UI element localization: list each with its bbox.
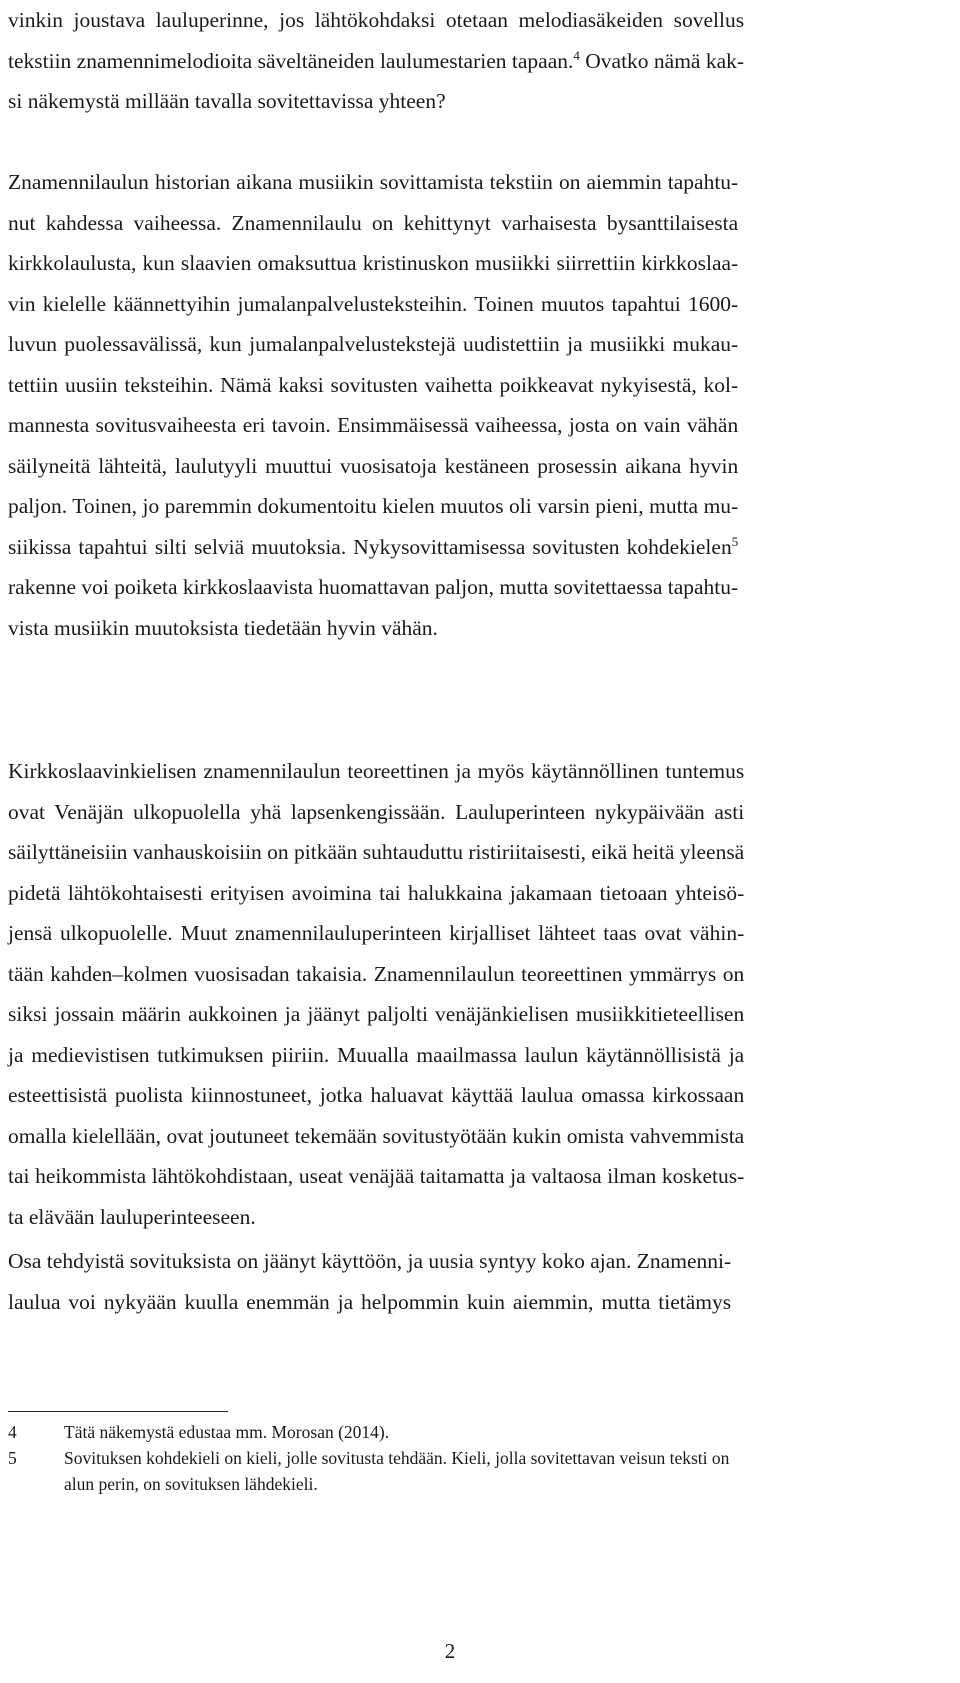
- text-line: vinkin joustava lauluperinne, jos lähtökohdaksi otetaan melodiasäkeiden sovellus: [8, 8, 745, 32]
- text-line: ja medievistisen tutkimuksen piiriin. Muualla maailmassa laulun käytännöllisistä ja: [8, 1042, 745, 1067]
- text-line: nut kahdessa vaiheessa. Znamennilaulu on kehittynyt varhaisesta bysanttilaisesta: [8, 210, 739, 235]
- text-line: vin kielelle käännettyihin jumalanpalvelusteksteihin. Toinen muutos tapahtui 1600-: [8, 291, 739, 316]
- text-line: siksi jossain määrin aukkoinen ja jäänyt paljolti venäjänkielisen musiikkitieteellisen: [8, 1002, 745, 1026]
- text-line: esteettisistä puolista kiinnostuneet, jotka haluavat käyttää laulua omassa kirkossaan: [8, 1083, 745, 1107]
- text-line: Znamennilaulun historian aikana musiikin sovittamista tekstiin on aiemmin tapahtu-: [8, 170, 739, 194]
- text-line: tettiin uusiin teksteihin. Nämä kaksi sovitusten vaihetta poikkeavat nykyisestä, kol-: [8, 372, 739, 397]
- page-number: 2: [444, 1639, 456, 1663]
- footnote-ref-4[interactable]: 4: [573, 47, 580, 63]
- footnote-divider: [8, 1411, 228, 1412]
- paragraph-1: [8, 0, 744, 122]
- footnote-number: 5: [8, 1448, 17, 1468]
- paragraph-4: [8, 1241, 731, 1322]
- text-line: tään kahden–kolmen vuosisadan takaisia. Znamennilaulun teoreettinen ymmärrys on: [8, 961, 745, 986]
- text-line: vista musiikin muutoksista tiedetään hyvin vähän.: [8, 615, 438, 640]
- paragraph-2: [8, 162, 738, 648]
- footnote-4: [8, 1419, 892, 1445]
- footnote-line: Tätä näkemystä edustaa mm. Morosan (2014).: [64, 1422, 390, 1442]
- text-segment: tekstiin znamennimelodioita säveltäneiden laulumestarien tapaan.: [8, 48, 574, 73]
- text-line: ovat Venäjän ulkopuolella yhä lapsenkengissään. Lauluperinteen nykypäivään asti: [8, 799, 745, 824]
- text-line: [8, 41, 744, 82]
- text-line: si näkemystä millään tavalla sovitettavissa yhteen?: [8, 89, 446, 113]
- footnote-line: Sovituksen kohdekieli on kieli, jolle sovitusta tehdään. Kieli, jolla sovitettavan veisun teksti on: [64, 1448, 730, 1468]
- text-line: mannesta sovitusvaiheesta eri tavoin. Ensimmäisessä vaiheessa, josta on vain vähän: [8, 413, 739, 437]
- text-line: Osa tehdyistä sovituksista on jäänyt käyttöön, ja uusia syntyy koko ajan. Znamenni-: [8, 1249, 732, 1273]
- footnote-ref-5[interactable]: 5: [731, 533, 739, 549]
- text-line: tai heikommista lähtökohdistaan, useat venäjää taitamatta ja valtaosa ilman kosketus-: [8, 1164, 745, 1188]
- text-line: [8, 527, 738, 568]
- footnote-text: [64, 1419, 892, 1445]
- text-line: laulua voi nykyään kuulla enemmän ja helpommin kuin aiemmin, mutta tietämys: [8, 1289, 732, 1314]
- footnote-5: [8, 1445, 892, 1497]
- text-line: rakenne voi poiketa kirkkoslaavista huomattavan paljon, mutta sovitettaessa tapahtu-: [8, 575, 739, 599]
- text-line: pidetä lähtökohtaisesti erityisen avoimina tai halukkaina jakamaan tietoaan yhteisö-: [8, 880, 745, 905]
- text-segment: Ovatko nämä kak-: [579, 48, 745, 73]
- text-line: paljon. Toinen, jo paremmin dokumentoitu kielen muutos oli varsin pieni, mutta mu-: [8, 494, 739, 518]
- paragraph-3: [8, 751, 744, 1237]
- text-line: jensä ulkopuolelle. Muut znamennilauluperinteen kirjalliset lähteet taas ovat vähin-: [8, 921, 745, 945]
- text-segment: siikissa tapahtui silti selviä muutoksia. Nykysovittamisessa sovitusten kohdekielen: [8, 534, 732, 559]
- text-line: Kirkkoslaavinkielisen znamennilaulun teoreettinen ja myös käytännöllinen tuntemus: [8, 759, 745, 783]
- text-line: säilyneitä lähteitä, laulutyyli muuttui vuosisatoja kestäneen prosessin aikana hyvin: [8, 453, 739, 478]
- footnote-number: 4: [8, 1422, 17, 1442]
- text-line: ta elävään lauluperinteeseen.: [8, 1204, 256, 1229]
- footnote-text: [64, 1445, 892, 1497]
- footnote-line: alun perin, on sovituksen lähdekieli.: [64, 1474, 318, 1494]
- text-line: luvun puolessavälissä, kun jumalanpalvelustekstejä uudistettiin ja musiikki mukau-: [8, 332, 739, 356]
- text-line: omalla kielellään, ovat joutuneet tekemään sovitustyötään kukin omista vahvemmista: [8, 1123, 745, 1148]
- footnotes: [8, 1419, 892, 1497]
- text-line: säilyttäneisiin vanhauskoisiin on pitkään suhtauduttu ristiriitaisesti, eikä heitä yleensä: [8, 840, 745, 864]
- text-line: kirkkolaulusta, kun slaavien omaksuttua kristinuskon musiikki siirrettiin kirkkoslaa-: [8, 251, 739, 275]
